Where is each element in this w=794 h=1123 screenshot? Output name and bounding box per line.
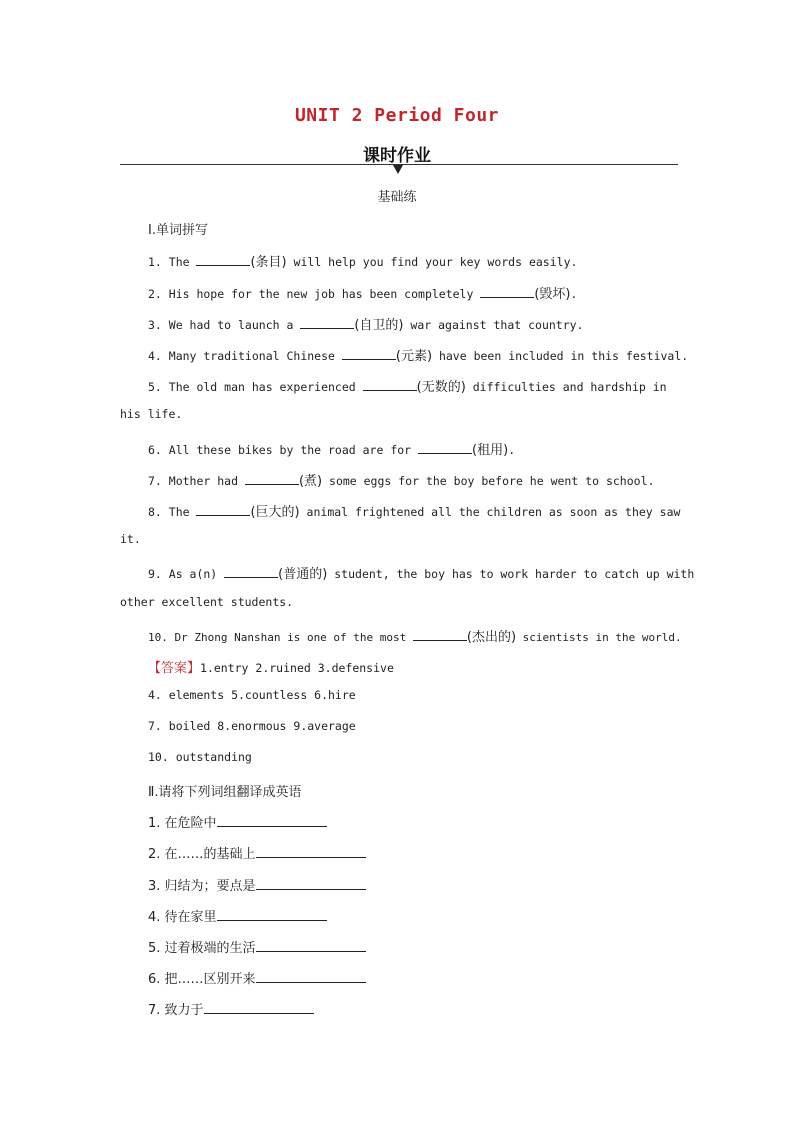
answer-line-3: 7. boiled 8.enormous 9.average xyxy=(148,719,356,733)
answer-blank xyxy=(300,317,354,329)
question-4: 4. Many traditional Chinese (元素) have been included in this festival. xyxy=(148,349,689,364)
question-9-continued: other excellent students. xyxy=(120,595,294,609)
translation-item: 4. 待在家里 xyxy=(148,906,327,925)
triangle-down-icon xyxy=(393,165,403,174)
question-3: 3. We had to launch a (自卫的) war against that country. xyxy=(148,318,584,333)
translation-item: 1. 在危险中 xyxy=(148,812,327,831)
question-10: 10. Dr Zhong Nanshan is one of the most (杰出的) scientists in the world. xyxy=(148,630,682,645)
translation-item: 2. 在……的基础上 xyxy=(148,843,366,862)
answer-blank xyxy=(256,846,366,858)
translation-item: 5. 过着极端的生活 xyxy=(148,937,366,956)
answer-blank xyxy=(480,286,534,298)
question-6: 6. All these bikes by the road are for (租用). xyxy=(148,443,516,458)
question-2: 2. His hope for the new job has been completely (毁坏). xyxy=(148,287,578,302)
part1-heading: Ⅰ.单词拼写 xyxy=(148,223,208,238)
part2-heading: Ⅱ.请将下列词组翻译成英语 xyxy=(148,785,302,800)
answer-blank xyxy=(217,909,327,921)
answer-blank xyxy=(224,566,278,578)
question-5: 5. The old man has experienced (无数的) difficulties and hardship in xyxy=(148,380,667,395)
question-7: 7. Mother had (煮) some eggs for the boy before he went to school. xyxy=(148,474,655,489)
answer-blank xyxy=(413,629,467,641)
answer-blank xyxy=(196,254,250,266)
answer-line-1: 【答案】1.entry 2.ruined 3.defensive xyxy=(148,661,394,676)
answer-blank xyxy=(363,379,417,391)
page-subtitle: 课时作业 xyxy=(363,146,431,166)
translation-item: 3. 归结为；要点是 xyxy=(148,875,366,894)
answer-blank xyxy=(196,504,250,516)
answer-blank xyxy=(256,940,366,952)
question-8: 8. The (巨大的) animal frightened all the children as soon as they saw xyxy=(148,505,681,520)
question-8-continued: it. xyxy=(120,532,141,546)
answer-label: 【答案】 xyxy=(148,661,201,676)
translation-item: 7. 致力于 xyxy=(148,999,314,1018)
answer-blank xyxy=(418,442,472,454)
unit-title: UNIT 2 Period Four xyxy=(294,105,500,126)
answer-blank xyxy=(245,473,299,485)
answer-blank xyxy=(204,1002,314,1014)
answer-blank xyxy=(256,878,366,890)
answer-line-2: 4. elements 5.countless 6.hire xyxy=(148,688,356,702)
question-9: 9. As a(n) (普通的) student, the boy has to work harder to catch up with xyxy=(148,567,695,582)
translation-item: 6. 把……区别开来 xyxy=(148,968,366,987)
answer-blank xyxy=(342,348,396,360)
answer-blank xyxy=(217,815,327,827)
answer-blank xyxy=(256,971,366,983)
question-1: 1. The (条目) will help you find your key words easily. xyxy=(148,255,578,270)
question-5-continued: his life. xyxy=(120,407,183,421)
answer-line-4: 10. outstanding xyxy=(148,750,252,764)
section-heading: 基础练 xyxy=(377,190,417,205)
